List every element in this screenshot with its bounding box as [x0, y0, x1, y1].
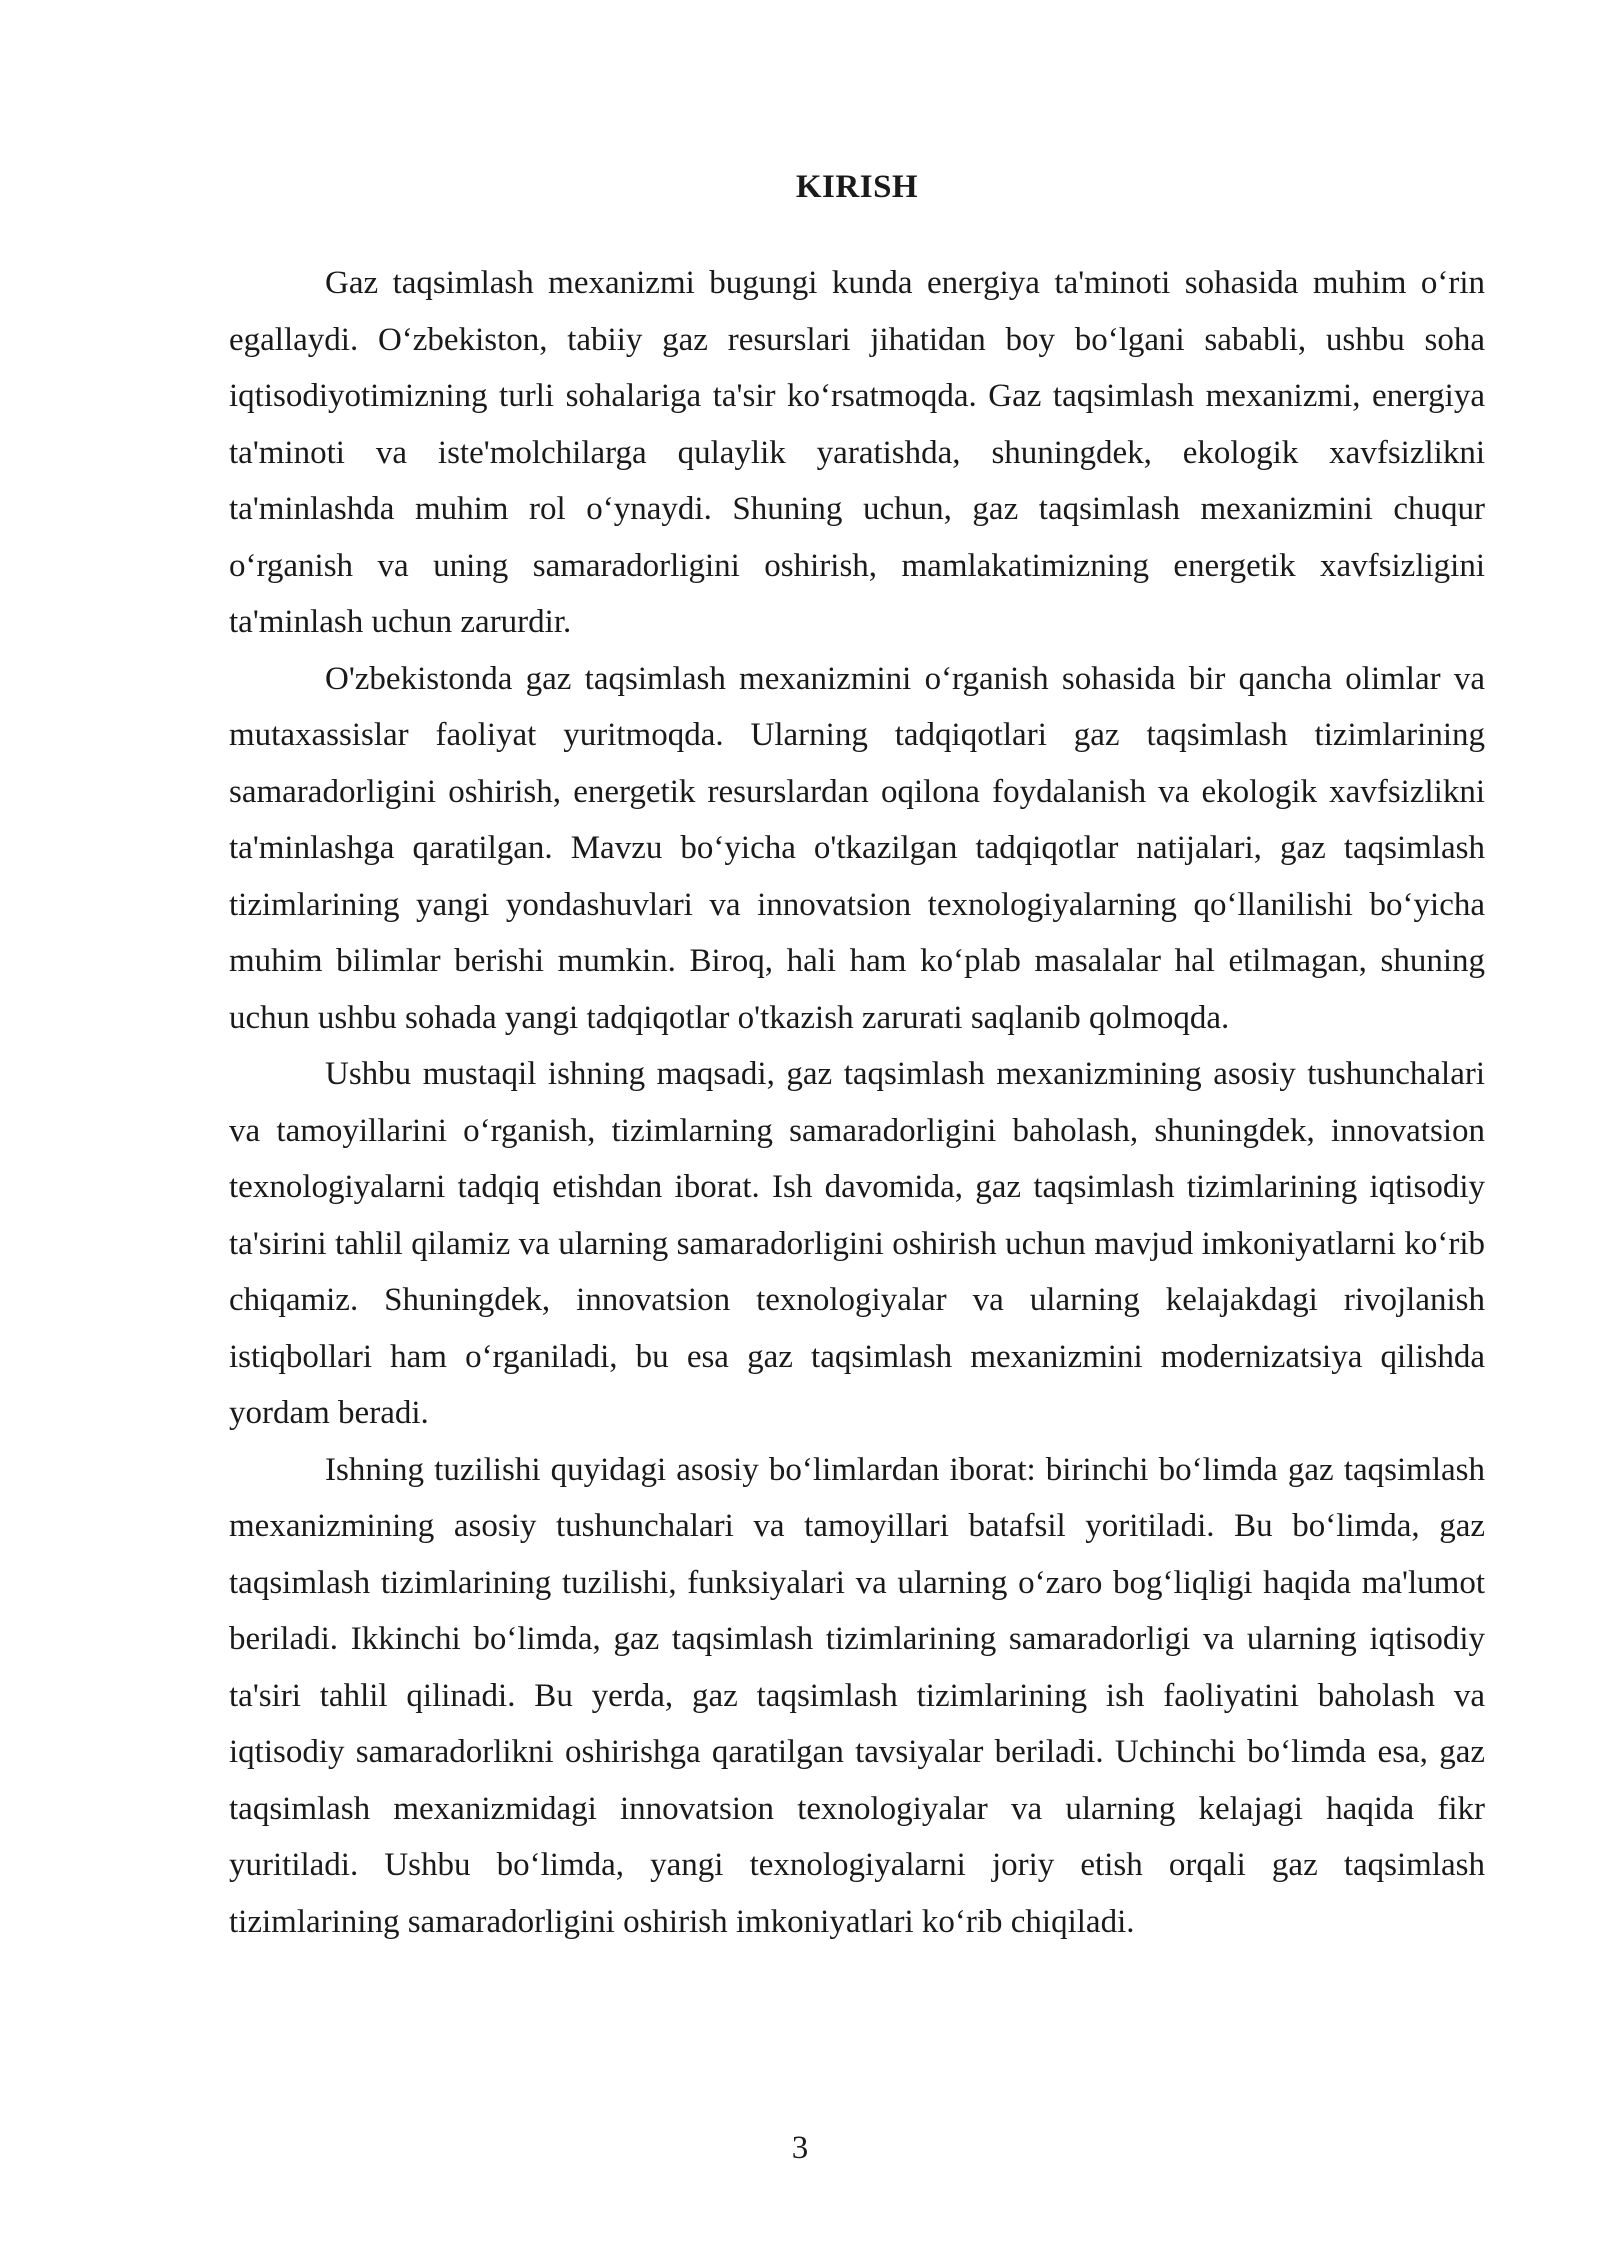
paragraph-2: O'zbekistonda gaz taqsimlash mexanizmini o‘rganish sohasida bir qancha olimlar va mutaxassislar faoliyat yuritmoqda. Ularning tadqiqotlari gaz taqsimlash tizimlarining samaradorligini oshirish, energetik resurslardan oqilona foydalanish va ekologik xavfsizlikni ta'minlashga qaratilgan. Mavzu bo‘yicha o'tkazilgan tadqiqotlar natijalari, gaz taqsimlash tizimlarining yangi yondashuvlari va innovatsion texnologiyalarning qo‘llanilishi bo‘yicha muhim bilimlar berishi mumkin. Biroq, hali ham ko‘plab masalalar hal etilmagan, shuning uchun ushbu sohada yangi tadqiqotlar o'tkazish zarurati saqlanib qolmoqda.: [229, 660, 1485, 1036]
paragraph-3: Ushbu mustaqil ishning maqsadi, gaz taqsimlash mexanizmining asosiy tushunchalari va tamoyillarini o‘rganish, tizimlarning samaradorligini baholash, shuningdek, innovatsion texnologiyalarni tadqiq etishdan iborat. Ish davomida, gaz taqsimlash tizimlarining iqtisodiy ta'sirini tahlil qilamiz va ularning samaradorligini oshirish uchun mavjud imkoniyatlarni ko‘rib chiqamiz. Shuningdek, innovatsion texnologiyalar va ularning kelajakdagi rivojlanish istiqbollari ham o‘rganiladi, bu esa gaz taqsimlash mexanizmini modernizatsiya qilishda yordam beradi.: [229, 1056, 1485, 1431]
page-title: KIRISH: [795, 169, 919, 205]
page-content: [229, 165, 1485, 1950]
paragraph-1: Gaz taqsimlash mexanizmi bugungi kunda energiya ta'minoti sohasida muhim o‘rin egallaydi. O‘zbekiston, tabiiy gaz resurslari jihatidan boy bo‘lgani sababli, ushbu soha iqtisodiyotimizning turli sohalariga ta'sir ko‘rsatmoqda. Gaz taqsimlash mexanizmi, energiya ta'minoti va iste'molchilarga qulaylik yaratishda, shuningdek, ekologik xavfsizlikni ta'minlashda muhim rol o‘ynaydi. Shuning uchun, gaz taqsimlash mexanizmini chuqur o‘rganish va uning samaradorligini oshirish, mamlakatimizning energetik xavfsizligini ta'minlash uchun zarurdir.: [229, 265, 1485, 640]
paragraph-4: Ishning tuzilishi quyidagi asosiy bo‘limlardan iborat: birinchi bo‘limda gaz taqsimlash mexanizmining asosiy tushunchalari va tamoyillari batafsil yoritiladi. Bu bo‘limda, gaz taqsimlash tizimlarining tuzilishi, funksiyalari va ularning o‘zaro bog‘liqligi haqida ma'lumot beriladi. Ikkinchi bo‘limda, gaz taqsimlash tizimlarining samaradorligi va ularning iqtisodiy ta'siri tahlil qilinadi. Bu yerda, gaz taqsimlash tizimlarining ish faoliyatini baholash va iqtisodiy samaradorlikni oshirishga qaratilgan tavsiyalar beriladi. Uchinchi bo‘limda esa, gaz taqsimlash mexanizmidagi innovatsion texnologiyalar va ularning kelajagi haqida fikr yuritiladi. Ushbu bo‘limda, yangi texnologiyalarni joriy etish orqali gaz taqsimlash tizimlarining samaradorligini oshirish imkoniyatlari ko‘rib chiqiladi.: [229, 1451, 1485, 1940]
page-number: 3: [791, 2130, 809, 2166]
